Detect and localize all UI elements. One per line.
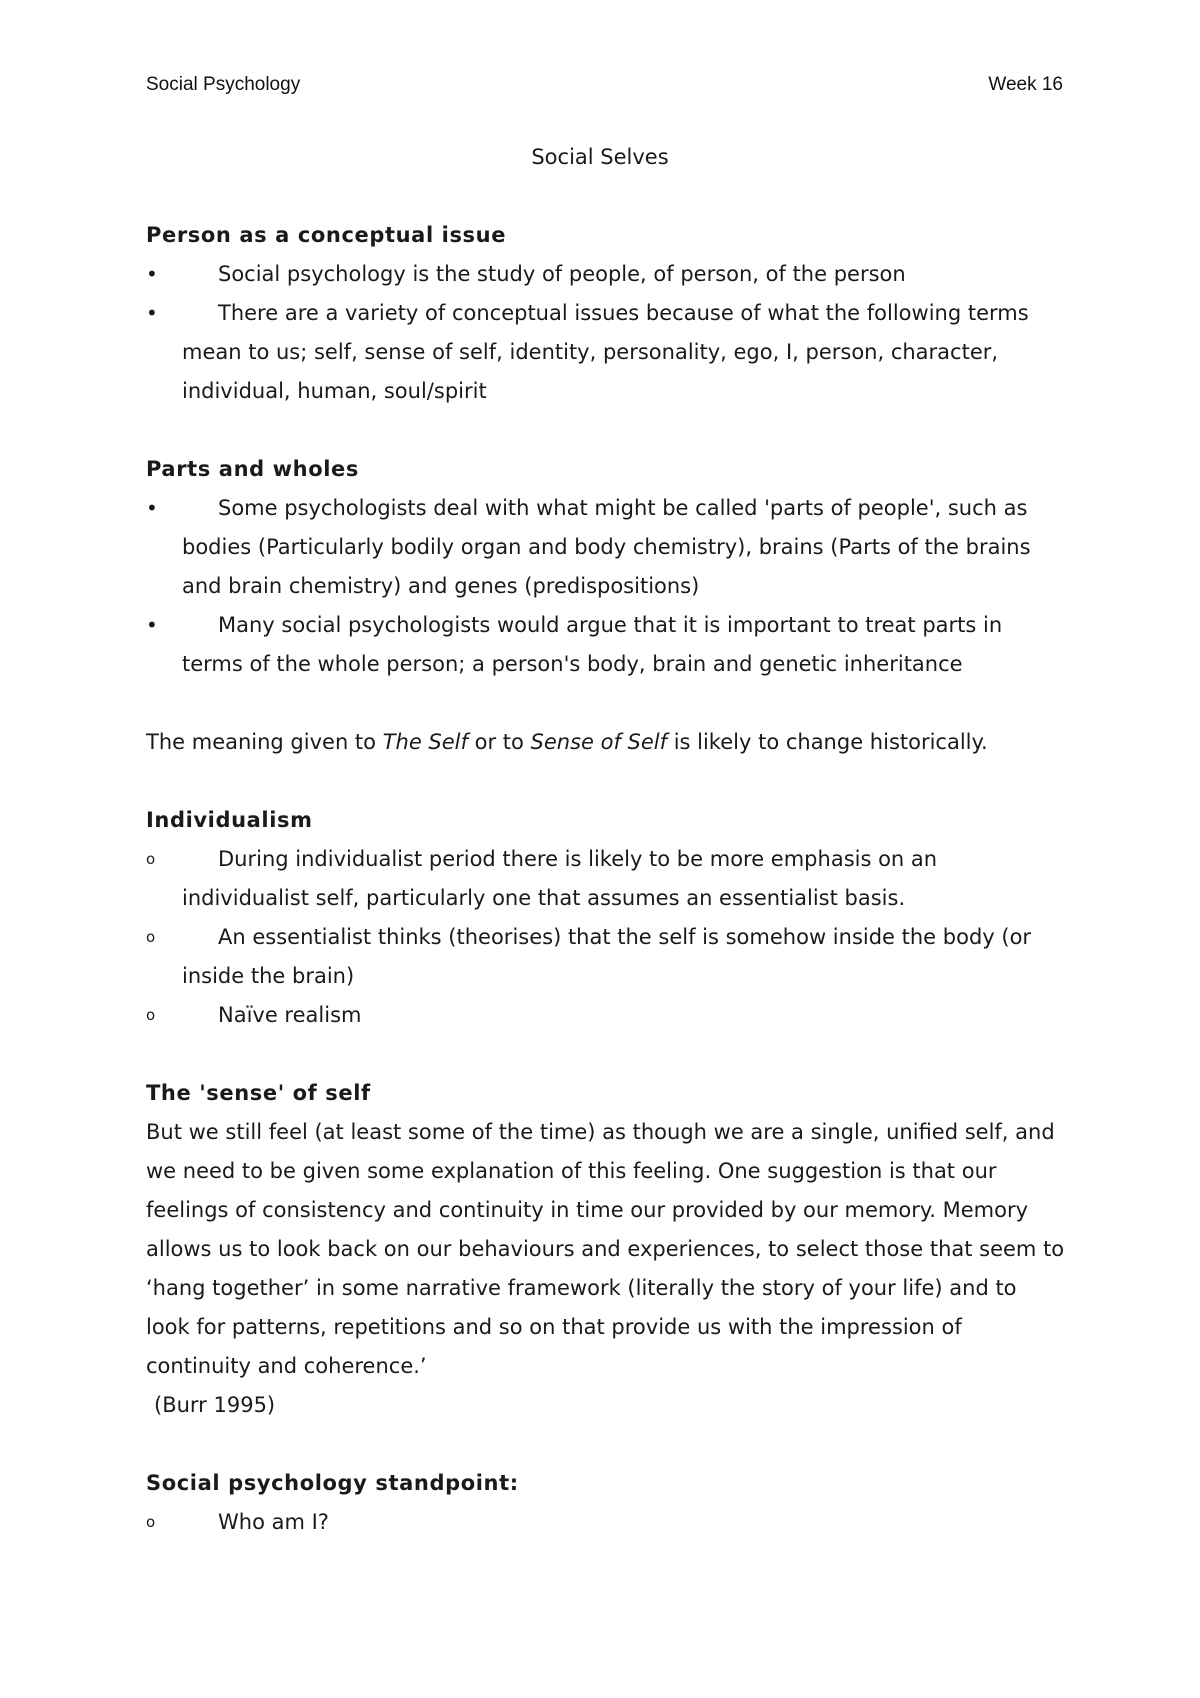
header-week: Week 16 [988, 74, 1063, 95]
bullet-marker: • [146, 301, 158, 325]
list-item [146, 918, 1066, 996]
sense-paragraph: But we still feel (at least some of the time) as though we are a single, unified self, and we need to be given some explanation of this feeling. One suggestion is that our feelings of consistency and continuity in time our provided by our memory. Memory allows us to look back on our behaviours and experiences, to select those that seem to ‘hang together’ in some narrative framework (literally the story of your life) and to look for patterns, repetitions and so on that provide us with the impression of continuity and coherence.’ [146, 1120, 1065, 1378]
person-list [146, 255, 1066, 411]
section-heading-standpoint: Social psychology standpoint: [146, 1471, 519, 1495]
section-heading-individualism: Individualism [146, 808, 313, 832]
list-item [146, 1503, 1066, 1542]
section-heading-parts: Parts and wholes [146, 457, 359, 481]
circle-marker: o [146, 1513, 156, 1531]
section-heading-sense: The 'sense' of self [146, 1081, 371, 1105]
spacer [146, 1425, 1066, 1464]
meaning-text: or to [467, 730, 531, 754]
standpoint-list [146, 1503, 1066, 1542]
document-body [146, 216, 1066, 1542]
list-item [146, 294, 1066, 411]
list-item-text: Some psychologists deal with what might be called 'parts of people', such as bodies (Particularly bodily organ and body chemistry), brains (Parts of the brains and brain chemistry) and genes (predispositions) [182, 496, 1031, 598]
list-item-text: An essentialist thinks (theorises) that the self is somehow inside the body (or inside the brain) [182, 925, 1032, 988]
citation: (Burr 1995) [154, 1393, 276, 1417]
bullet-marker: • [146, 613, 158, 637]
list-item-text: There are a variety of conceptual issues because of what the following terms mean to us; self, sense of self, identity, personality, ego, I, person, character, individual, human, soul/spirit [182, 301, 1029, 403]
header-course: Social Psychology [146, 74, 301, 95]
bullet-marker: • [146, 496, 158, 520]
page-header [146, 74, 1063, 96]
list-item [146, 606, 1066, 684]
list-item-text: During individualist period there is likely to be more emphasis on an individualist self, particularly one that assumes an essentialist basis. [182, 847, 938, 910]
parts-list [146, 489, 1066, 684]
spacer [146, 762, 1066, 801]
spacer [146, 411, 1066, 450]
section-heading-person: Person as a conceptual issue [146, 223, 507, 247]
list-item-text: Social psychology is the study of people, of person, of the person [218, 262, 906, 286]
list-item-text: Who am I? [218, 1510, 329, 1534]
circle-marker: o [146, 928, 156, 946]
circle-marker: o [146, 1006, 156, 1024]
list-item [146, 489, 1066, 606]
list-item [146, 840, 1066, 918]
list-item [146, 255, 1066, 294]
meaning-paragraph [146, 723, 1066, 762]
meaning-text: is likely to change historically. [667, 730, 988, 754]
document-title: Social Selves [531, 145, 669, 169]
bullet-marker: • [146, 262, 158, 286]
meaning-emphasis: Sense of Self [530, 730, 668, 754]
spacer [146, 684, 1066, 723]
list-item-text: Naïve realism [218, 1003, 362, 1027]
meaning-emphasis: The Self [382, 730, 468, 754]
meaning-text: The meaning given to [146, 730, 383, 754]
list-item-text: Many social psychologists would argue that it is important to treat parts in terms of the whole person; a person's body, brain and genetic inheritance [182, 613, 1003, 676]
circle-marker: o [146, 850, 156, 868]
list-item [146, 996, 1066, 1035]
spacer [146, 1035, 1066, 1074]
individualism-list [146, 840, 1066, 1035]
